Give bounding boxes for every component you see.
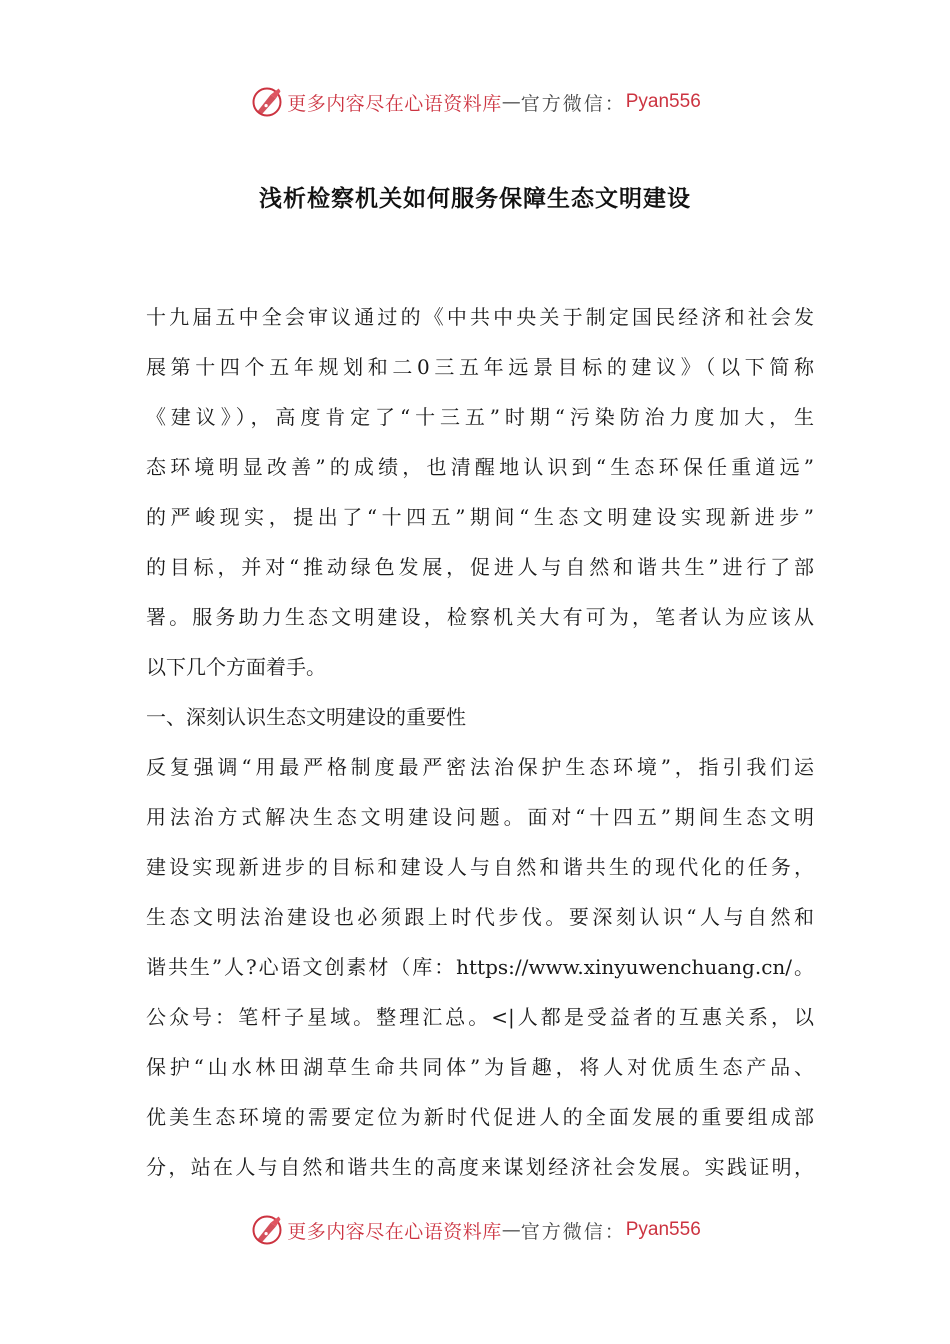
pen-nib-logo-icon [249,1212,285,1248]
text-line: 生态文明法治建设也必须跟上时代步伐。要深刻认识“人与自然和 [146,905,814,929]
banner-slogan: 更多内容尽在心语资料库 [287,92,502,115]
banner-wechat-id: Pyan556 [625,91,701,112]
text-line: 十九届五中全会审议通过的《中共中央关于制定国民经济和社会发 [146,305,814,329]
header-banner [0,82,950,122]
text-line: 分，站在人与自然和谐共生的高度来谋划经济社会发展。实践证明， [146,1155,814,1179]
banner-wechat-label: 官方微信： [520,92,626,115]
text-line: 反复强调“用最严格制度最严密法治保护生态环境”，指引我们运 [146,755,814,779]
banner-separator: — [501,91,521,113]
text-line: 《建议》），高度肯定了“十三五”时期“污染防治力度加大，生 [146,405,814,429]
banner-slogan: 更多内容尽在心语资料库 [287,1220,502,1243]
text-line: 的严峻现实，提出了“十四五”期间“生态文明建设实现新进步” [146,505,814,529]
text-line: 公众号：笔杆子星域。整理汇总。<|人都是受益者的互惠关系，以 [146,1005,814,1029]
text-line: 谐共生”人?心语文创素材（库：https://www.xinyuwenchuang.cn/。 [146,955,814,979]
pen-nib-logo-icon [249,84,285,120]
text-line: 以下几个方面着手。 [146,655,326,679]
text-line: 用法治方式解决生态文明建设问题。面对“十四五”期间生态文明 [146,805,814,829]
text-line: 态环境明显改善”的成绩，也清醒地认识到“生态环保任重道远” [146,455,814,479]
text-line: 署。服务助力生态文明建设，检察机关大有可为，笔者认为应该从 [146,605,814,629]
banner-wechat-label: 官方微信： [520,1220,626,1243]
page-title: 浅析检察机关如何服务保障生态文明建设 [259,186,691,212]
text-line: 展第十四个五年规划和二0三五年远景目标的建议》（以下简称 [146,355,814,379]
text-line: 优美生态环境的需要定位为新时代促进人的全面发展的重要组成部 [146,1105,814,1129]
text-line: 建设实现新进步的目标和建设人与自然和谐共生的现代化的任务， [146,855,814,879]
text-line: 保护“山水林田湖草生命共同体”为旨趣，将人对优质生态产品、 [146,1055,814,1079]
banner-separator: — [501,1219,521,1241]
banner-wechat-id: Pyan556 [625,1219,701,1240]
document-body [146,292,814,1192]
footer-banner [0,1210,950,1250]
text-line: 的目标，并对“推动绿色发展，促进人与自然和谐共生”进行了部 [146,555,814,579]
section-heading: 一、深刻认识生态文明建设的重要性 [146,705,466,729]
